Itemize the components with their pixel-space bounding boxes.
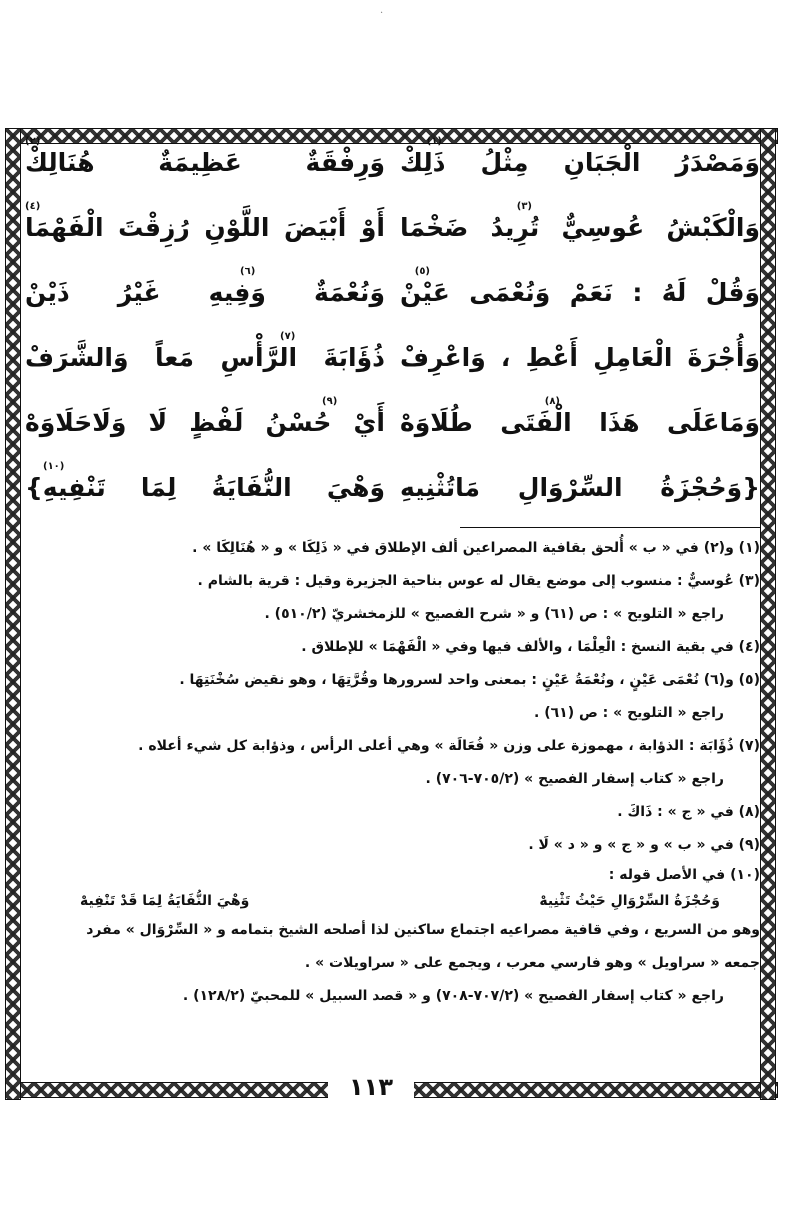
verse [25,201,760,270]
verse-note: (١٠) [43,461,65,472]
page-mark: · [380,8,384,19]
frame-border-right [760,128,776,1100]
poem [25,136,760,530]
footnote-line: راجع « كتاب إسفار الفصيح » (٧٠٧/٢-٧٠٨) و « قصد السبيل » للمحبيّ (١٢٨/٢) . [182,988,724,1004]
verse-note: (٢) [25,136,41,147]
verse-note: (٤) [25,201,41,212]
verse-note: (١) [426,136,442,147]
hemistich-second: وَرِفْقَةٌ عَظِيمَةٌ هُنَالِكْ [25,148,385,177]
hemistich-second: وَهْيَ النُّفَايَةُ لِمَا تَنْفِيهِ} [25,473,385,502]
hemistich-first: وَمَصْدَرُ الْجَبَانِ مِثْلُ ذَلِكْ [400,148,760,177]
frame-border-left [5,128,21,1100]
page-number: ١١٣ [328,1072,414,1102]
verse-note: (٧) [280,331,296,342]
hemistich-second: وَنُعْمَةٌ وَفِيهِ غَيْرُ ذَيْنْ [25,278,385,307]
hemistich-first: وَالْكَبْشُ عُوسِيٌّ تُرِيدُ ضَخْمَا [400,213,760,242]
hemistich-first: وَأُجْرَةَ الْعَامِلِ أَعْطِ ، وَاعْرِفْ [400,343,760,372]
footnote-line: (٨) في « ج » : ذَاكَ . [617,804,760,820]
verse [25,136,760,205]
verse [25,396,760,465]
footnote-verse [25,888,760,914]
hemistich-first: وَمَاعَلَى هَذَا الْفَتَى طُلَاوَهْ [400,408,760,437]
footnote-line: (٤) في بقية النسخ : الْعِلْمَا ، والألف فيها وفي « الْفَهْمَا » للإطلاق . [301,639,760,655]
verse-note: (٩) [322,396,338,407]
footnote-line: (٧) ذُؤَابَة : الذؤابة ، مهموزة على وزن « فُعَالَة » وهي أعلى الرأس ، وذؤابة كل شيء أعلاه . [138,738,760,754]
footnote-line: (٣) عُوسيٌّ : منسوب إلى موضع يقال له عوس بناحية الجزيرة وقيل : قرية بالشام . [197,573,760,589]
footnote-line: راجع « كتاب إسفار الفصيح » (٧٠٥/٢-٧٠٦) . [425,771,724,787]
footnote-line: راجع « التلويح » : ص (٦١) و « شرح الفصيح » للزمخشريّ (٥١٠/٢) . [264,606,724,622]
footnote-verse-first: وَحُجْزَةُ السِّرْوَالِ حَيْثُ تَثْنِيهْ [539,893,720,909]
verse [25,266,760,335]
hemistich-first: وَقُلْ لَهُ : نَعَمْ وَنُعْمَى عَيْنْ [400,278,760,307]
footnotes [25,532,760,1013]
footnote-separator [460,527,760,528]
footnote-verse-second: وَهْيَ النُّفَايَةُ لِمَا قَدْ تَنْفِيهْ [80,893,250,909]
verse-note: (٥) [414,266,430,277]
footnote-line: راجع « التلويح » : ص (٦١) . [534,705,724,721]
verse-note: (٨) [544,396,560,407]
footnote-line: وهو من السريع ، وفي قافية مصراعيه اجتماع ساكنين لذا أصلحه الشيخ بتمامه و « السِّرْوَال » مفرد [86,922,760,938]
footnote-line: جمعه « سراويل » وهو فارسي معرب ، ويجمع على « سراويلات » . [304,955,760,971]
verse-note: (٣) [516,201,532,212]
hemistich-second: أَوْ أَبْيَضَ اللَّوْنِ رُزِقْتَ الْفَهْمَا [25,213,385,242]
verse-note: (٦) [240,266,256,277]
verse [25,331,760,400]
footnote-line: (٥) و(٦) نُعْمَى عَيْنٍ ، ونُعْمَةُ عَيْنٍ : بمعنى واحد لسرورها وقُرَّتِهَا ، وهو نقيض سُخْنَتِهَا . [179,672,760,688]
verse [25,461,760,530]
footnote-line: (١٠) في الأصل قوله : [608,867,760,883]
hemistich-first: {وَحُجْزَةُ السِّرْوَالِ مَاتُثْنِيهِ [400,473,760,502]
footnote-line: (١) و(٢) في « ب » أُلحق بقافية المصراعين ألف الإطلاق في « ذَلِكَا » و « هُنَالِكَا » . [192,540,760,556]
hemistich-second: أَيْ حُسْنُ لَفْظٍ لَا وَلَاحَلَاوَهْ [25,408,385,437]
hemistich-second: ذُؤَابَةَ الرَّأْسِ مَعاً وَالشَّرَفْ [25,343,385,372]
footnote-line: (٩) في « ب » و « ج » و « د » لَا . [528,837,760,853]
